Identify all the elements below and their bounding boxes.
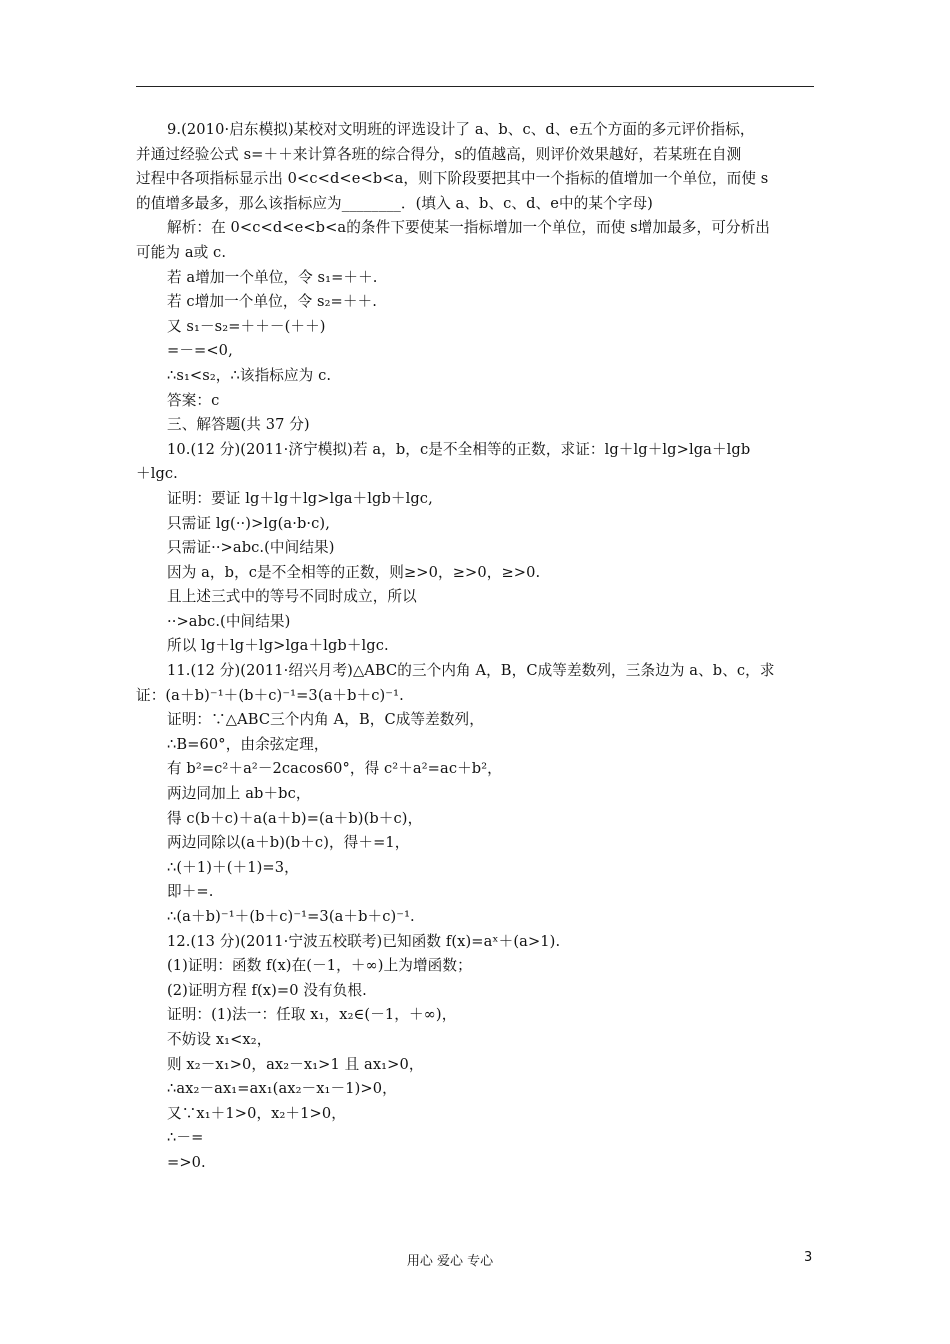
text-line: 有 b²=c²＋a²－2cacos60°，得 c²＋a²=ac＋b²， (167, 760, 502, 778)
text-line: 证明：∵△ABC三个内角 A，B，C成等差数列， (167, 711, 484, 729)
text-line: 得 c(b＋c)＋a(a＋b)=(a＋b)(b＋c)， (167, 809, 423, 827)
text-line: 则 x₂－x₁>0，ax₂－x₁>1 且 ax₁>0， (167, 1055, 424, 1073)
text-line: 可能为 a或 c. (136, 243, 227, 261)
text-line: 11.(12 分)(2011·绍兴月考)△ABC的三个内角 A，B，C成等差数列，三条边为 a、b、c，求 (167, 662, 775, 680)
text-line: 只需证··>abc.(中间结果) (167, 539, 335, 557)
document-body (136, 118, 816, 1176)
header-rule (136, 86, 814, 87)
text-line: 证明：要证 lg＋lg＋lg>lga＋lgb＋lgc, (167, 489, 433, 507)
text-line: 两边同除以(a＋b)(b＋c)，得＋=1， (167, 834, 410, 852)
text-line: (2)证明方程 f(x)=0 没有负根. (167, 981, 367, 999)
text-line: 若 c增加一个单位，令 s₂=＋＋. (167, 293, 377, 311)
text-line: ＋lgc. (136, 465, 178, 483)
text-line: 答案：c (167, 391, 220, 409)
text-line: 只需证 lg(··)>lg(a·b·c), (167, 514, 330, 532)
text-line: 因为 a，b，c是不全相等的正数，则≥>0，≥>0，≥>0. (167, 563, 541, 581)
text-line: 不妨设 x₁<x₂， (167, 1030, 272, 1048)
text-line: 即＋=. (167, 883, 214, 901)
text-line: 9.(2010·启东模拟)某校对文明班的评选设计了 a、b、c、d、e五个方面的多元评价指标， (167, 121, 755, 138)
text-line: 所以 lg＋lg＋lg>lga＋lgb＋lgc. (167, 637, 389, 655)
text-line: 的值增多最多，那么该指标应为________．(填入 a、b、c、d、e中的某个字母) (136, 194, 653, 212)
text-line: 两边同加上 ab＋bc， (167, 785, 311, 803)
text-line: 12.(13 分)(2011·宁波五校联考)已知函数 f(x)=aˣ＋(a>1). (167, 932, 561, 950)
footer-text: 用心 爱心 专心 (406, 1254, 494, 1269)
text-line: 过程中各项指标显示出 0<c<d<e<b<a，则下阶段要把其中一个指标的值增加一个单位，而使 s (136, 170, 769, 188)
text-line: ∴(a＋b)⁻¹＋(b＋c)⁻¹=3(a＋b＋c)⁻¹. (167, 908, 415, 925)
text-line: (1)证明：函数 f(x)在(－1，＋∞)上为增函数； (167, 957, 472, 975)
text-line: ··>abc.(中间结果) (167, 612, 291, 630)
page-number: 3 (804, 1250, 813, 1265)
text-line: =>0. (167, 1153, 206, 1171)
text-line: ∴B=60°，由余弦定理， (167, 735, 329, 753)
text-line: 三、解答题(共 37 分) (167, 416, 310, 434)
text-line: 证：(a＋b)⁻¹＋(b＋c)⁻¹=3(a＋b＋c)⁻¹. (136, 686, 404, 704)
text-line: ∴(＋1)＋(＋1)=3， (167, 858, 299, 876)
text-line: ∴s₁<s₂，∴该指标应为 c. (167, 366, 332, 384)
text-line: 若 a增加一个单位，令 s₁=＋＋. (167, 268, 378, 286)
text-line: ∴ax₂－ax₁=ax₁(ax₂－x₁－1)>0， (167, 1080, 397, 1098)
text-line: 且上述三式中的等号不同时成立，所以 (167, 588, 417, 606)
text-line: 解析：在 0<c<d<e<b<a的条件下要使某一指标增加一个单位，而使 s增加最多，可分析出 (167, 219, 770, 237)
text-line: 证明：(1)法一：任取 x₁，x₂∈(－1，＋∞)， (167, 1006, 457, 1024)
text-line: =－=<0, (167, 342, 233, 360)
text-line: 并通过经验公式 s=＋＋来计算各班的综合得分，s的值越高，则评价效果越好，若某班在自测 (136, 145, 742, 163)
text-line: 又 s₁－s₂=＋＋－(＋＋) (167, 317, 326, 335)
text-line: 又∵x₁＋1>0，x₂＋1>0， (167, 1104, 346, 1122)
text-line: 10.(12 分)(2011·济宁模拟)若 a，b，c是不全相等的正数，求证：lg＋lg＋lg>lga＋lgb (167, 440, 751, 458)
text-line: ∴－= (167, 1129, 204, 1147)
